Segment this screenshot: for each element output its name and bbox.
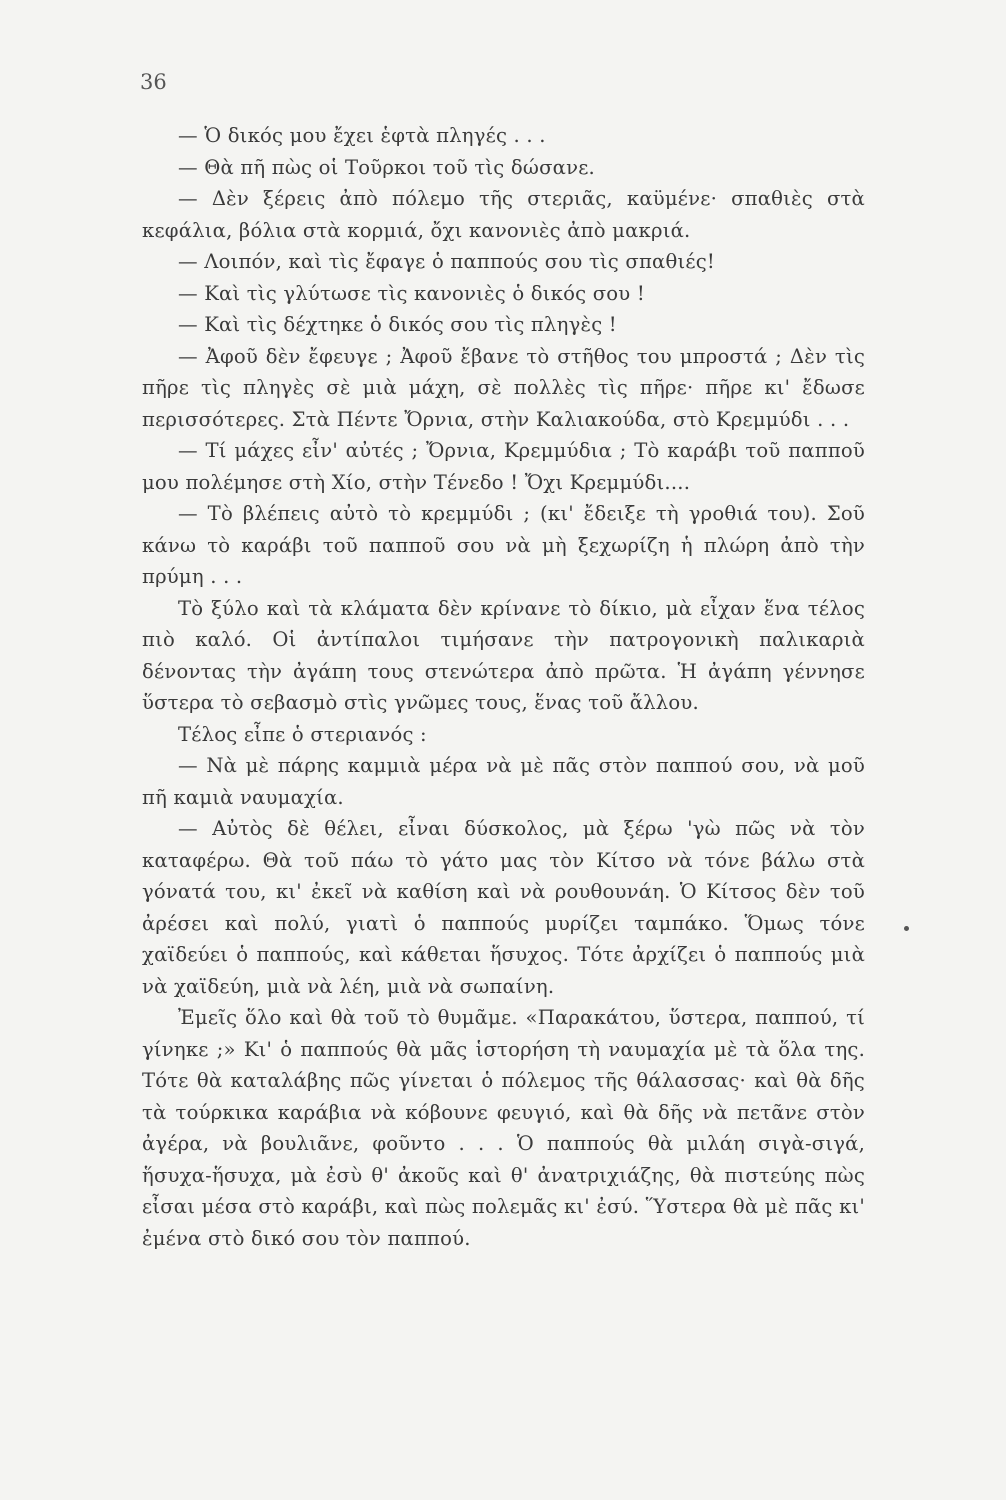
print-speck [904,926,909,931]
paragraph-1: — Ὁ δικός μου ἔχει ἑφτὰ πληγές . . . [178,124,546,147]
paragraph-3: — Δὲν ξέρεις ἀπὸ πόλεμο τῆς στεριᾶς, καϋμένε· σπαθιὲς στὰ κεφάλια, βόλια στὰ κορμιά, ὄχι κανονιὲς ἀπὸ μακριά. [142,187,865,242]
paragraph-12: — Νὰ μὲ πάρης καμμιὰ μέρα νὰ μὲ πᾶς στὸν παππού σου, νὰ μοῦ πῆ καμιὰ ναυμαχία. [142,754,865,809]
body-text [142,120,865,1254]
paragraph-10: Τὸ ξύλο καὶ τὰ κλάματα δὲν κρίνανε τὸ δίκιο, μὰ εἶχαν ἕνα τέλος πιὸ καλό. Οἱ ἀντίπαλοι τιμήσανε τὴν πατρογονικὴ παλικαριὰ δένοντας τὴν ἀγάπη τους στενώτερα ἀπὸ πρῶτα. Ἡ ἀγάπη γέννησε ὕστερα τὸ σεβασμὸ στὶς γνῶμες τους, ἕνας τοῦ ἄλλου. [142,596,865,714]
paragraph-7: — Ἀφοῦ δὲν ἔφευγε ; Ἀφοῦ ἔβανε τὸ στῆθος του μπροστά ; Δὲν τὶς πῆρε τὶς πληγὲς σὲ μιὰ μάχη, σὲ πολλὲς τὶς πῆρε· πῆρε κι' ἔδωσε περισσότερες. Στὰ Πέντε Ὄρνια, στὴν Καλιακούδα, στὸ Κρεμμύδι . . . [142,344,865,431]
paragraph-14: Ἐμεῖς ὅλο καὶ θὰ τοῦ τὸ θυμᾶμε. «Παρακάτου, ὕστερα, παππού, τί γίνηκε ;» Κι' ὁ παππούς θὰ μᾶς ἱστορήση τὴ ναυμαχία μὲ τὰ ὅλα της. Τότε θὰ καταλάβης πῶς γίνεται ὁ πόλεμος τῆς θάλασσας· καὶ θὰ δῆς τὰ τούρκικα καράβια νὰ κόβουνε φευγιό, καὶ θὰ δῆς νὰ πετᾶνε στὸν ἀγέρα, νὰ βουλιᾶνε, φοῦντο . . . Ὁ παππούς θὰ μιλάη σιγὰ-σιγά, ἥσυχα-ἥσυχα, μὰ ἐσὺ θ' ἀκοῦς καὶ θ' ἀνατριχιάζης, θὰ πιστεύης πὼς εἶσαι μέσα στὸ καράβι, καὶ πὼς πολεμᾶς κι' ἐσύ. Ὕστερα θὰ μὲ πᾶς κι' ἐμένα στὸ δικό σου τὸν παππού. [142,1006,865,1250]
paragraph-2: — Θὰ πῆ πὼς οἱ Τοῦρκοι τοῦ τὶς δώσανε. [178,155,595,179]
paragraph-11: Τέλος εἶπε ὁ στεριανός : [178,722,427,746]
page-number: 36 [140,70,167,94]
paragraph-5: — Καὶ τὶς γλύτωσε τὶς κανονιὲς ὁ δικός σου ! [178,281,645,305]
paragraph-9: — Τὸ βλέπεις αὐτὸ τὸ κρεμμύδι ; (κι' ἔδειξε τὴ γροθιά του). Σοῦ κάνω τὸ καράβι τοῦ παπποῦ σου νὰ μὴ ξεχωρίζη ἡ πλώρη ἀπὸ τὴν πρύμη . . . [142,502,865,588]
paragraph-6: — Καὶ τὶς δέχτηκε ὁ δικός σου τὶς πληγὲς ! [178,313,617,336]
paragraph-8: — Τί μάχες εἶν' αὐτές ; Ὄρνια, Κρεμμύδια ; Τὸ καράβι τοῦ παπποῦ μου πολέμησε στὴ Χίο, στὴν Τένεδο ! Ὄχι Κρεμμύδι.... [142,439,865,494]
paragraph-13: — Αὐτὸς δὲ θέλει, εἶναι δύσκολος, μὰ ξέρω 'γὼ πῶς νὰ τὸν καταφέρω. Θὰ τοῦ πάω τὸ γάτο μας τὸν Κίτσο νὰ τόνε βάλω στὰ γόνατά του, κι' ἐκεῖ νὰ καθίση καὶ νὰ ρουθουνάη. Ὁ Κίτσος δὲν τοῦ ἀρέσει καὶ πολύ, γιατὶ ὁ παππούς μυρίζει ταμπάκο. Ὅμως τόνε χαϊδεύει ὁ παππούς, καὶ κάθεται ἥσυχος. Τότε ἀρχίζει ὁ παππούς μιὰ νὰ χαϊδεύη, μιὰ νὰ λέη, μιὰ νὰ σωπαίνη. [142,817,865,998]
paragraph-4: — Λοιπόν, καὶ τὶς ἔφαγε ὁ παππούς σου τὶς σπαθιές! [178,250,715,273]
